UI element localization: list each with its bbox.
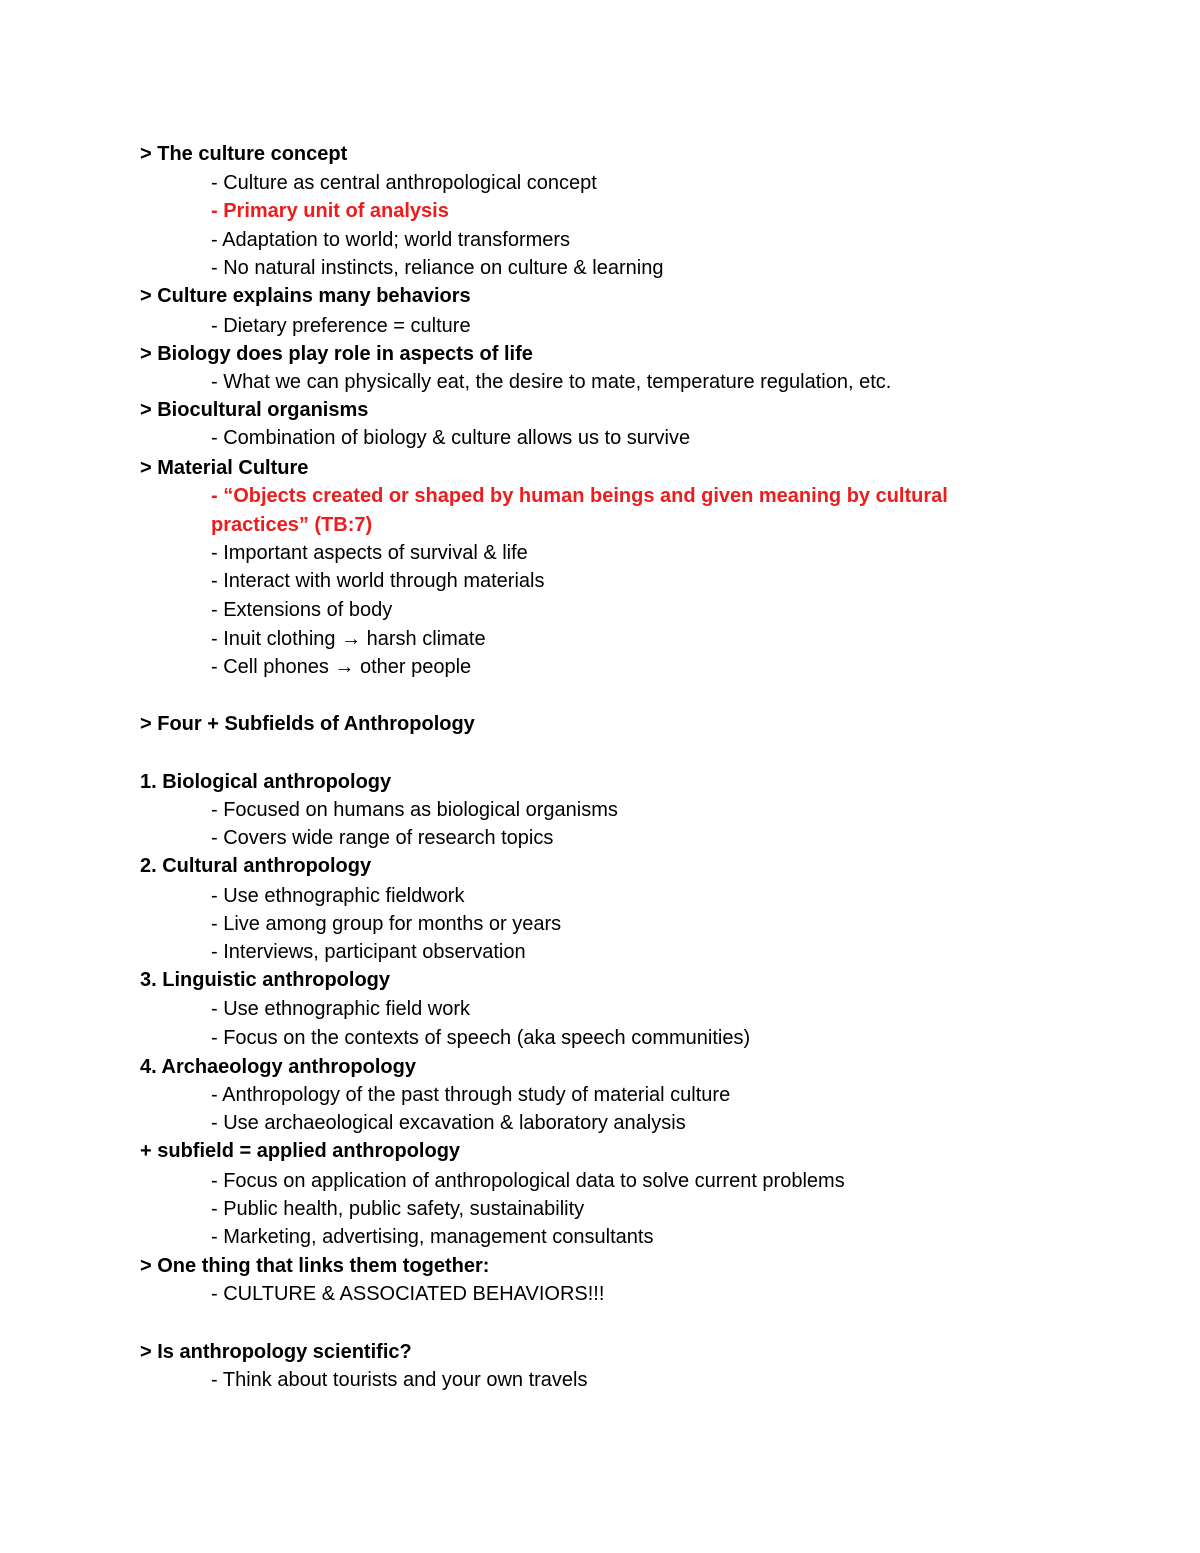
bullet-item: - Use ethnographic fieldwork: [211, 885, 465, 907]
heading-material-culture: > Material Culture: [140, 457, 309, 479]
bullet-item: - Cell phones → other people: [211, 656, 472, 678]
bullet-item: - Culture as central anthropological concept: [211, 172, 597, 194]
bullet-item: - Focus on the contexts of speech (aka speech communities): [211, 1027, 751, 1049]
bullet-item: - Think about tourists and your own travels: [211, 1369, 588, 1391]
bullet-item-highlighted: - “Objects created or shaped by human beings and given meaning by cultural: [211, 485, 948, 507]
bullet-item: - Focus on application of anthropological data to solve current problems: [211, 1170, 845, 1192]
heading-culture-explains: > Culture explains many behaviors: [140, 285, 471, 307]
bullet-item: - Important aspects of survival & life: [211, 542, 528, 564]
bullet-item: - What we can physically eat, the desire to mate, temperature regulation, etc.: [211, 371, 892, 393]
heading-linguistic-anthropology: 3. Linguistic anthropology: [140, 969, 390, 991]
heading-archaeology-anthropology: 4. Archaeology anthropology: [140, 1056, 416, 1078]
heading-biology-role: > Biology does play role in aspects of life: [140, 343, 533, 365]
heading-anthropology-scientific: > Is anthropology scientific?: [140, 1341, 412, 1363]
heading-applied-anthropology: + subfield = applied anthropology: [140, 1140, 461, 1162]
bullet-item: - Interact with world through materials: [211, 570, 545, 592]
bullet-item: - Inuit clothing → harsh climate: [211, 628, 486, 650]
bullet-item-highlighted: - Primary unit of analysis: [211, 200, 449, 222]
heading-links-together: > One thing that links them together:: [140, 1255, 490, 1277]
bullet-item-highlighted-continued: practices” (TB:7): [211, 514, 373, 536]
bullet-item: - Extensions of body: [211, 599, 393, 621]
bullet-item: - Use ethnographic field work: [211, 998, 471, 1020]
bullet-item: - Marketing, advertising, management consultants: [211, 1226, 654, 1248]
bullet-item: - Interviews, participant observation: [211, 941, 526, 963]
bullet-item: - No natural instincts, reliance on culture & learning: [211, 257, 664, 279]
bullet-item: - Use archaeological excavation & laboratory analysis: [211, 1112, 686, 1134]
bullet-item: - Focused on humans as biological organisms: [211, 799, 618, 821]
bullet-item: - Combination of biology & culture allows us to survive: [211, 427, 691, 449]
bullet-item: - Public health, public safety, sustainability: [211, 1198, 585, 1220]
bullet-item: - Live among group for months or years: [211, 913, 562, 935]
heading-biocultural-organisms: > Biocultural organisms: [140, 399, 369, 421]
bullet-item: - Adaptation to world; world transformers: [211, 229, 571, 251]
bullet-item: - Covers wide range of research topics: [211, 827, 554, 849]
heading-four-subfields: > Four + Subfields of Anthropology: [140, 713, 475, 735]
bullet-item: - Anthropology of the past through study of material culture: [211, 1084, 731, 1106]
bullet-item: - CULTURE & ASSOCIATED BEHAVIORS!!!: [211, 1283, 605, 1305]
heading-biological-anthropology: 1. Biological anthropology: [140, 771, 392, 793]
heading-culture-concept: > The culture concept: [140, 143, 348, 165]
bullet-item: - Dietary preference = culture: [211, 315, 471, 337]
heading-cultural-anthropology: 2. Cultural anthropology: [140, 855, 372, 877]
